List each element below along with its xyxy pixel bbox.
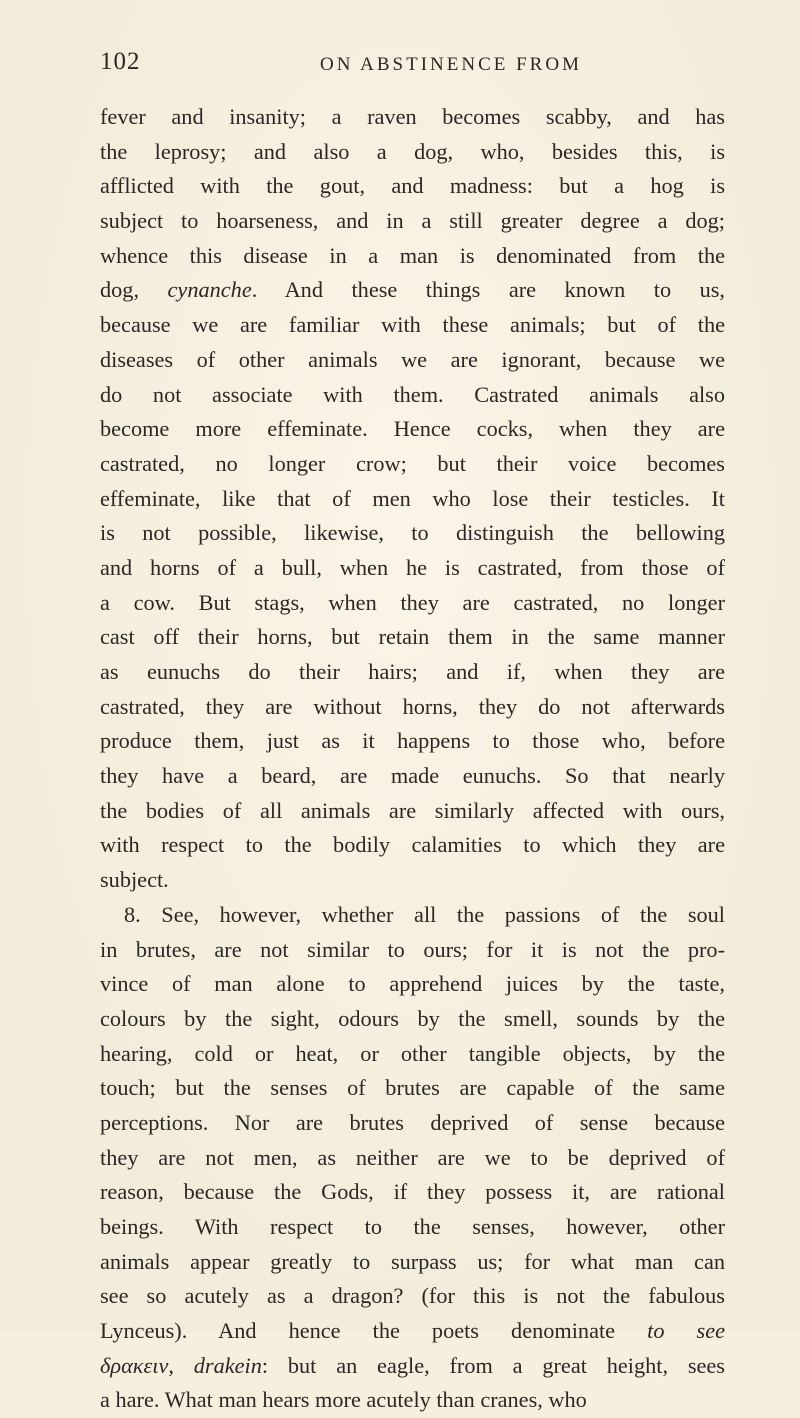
italic-term: to see bbox=[647, 1318, 725, 1344]
text-line: become more effeminate. Hence cocks, when they are bbox=[100, 416, 725, 442]
text-line: as eunuchs do their hairs; and if, when they are bbox=[100, 659, 725, 684]
text-line: subject. bbox=[100, 867, 169, 893]
page-number: 102 bbox=[100, 48, 141, 75]
text-line: produce them, just as it happens to those who, before bbox=[100, 728, 725, 754]
paragraph-start-line: 8. See, however, whether all the passions of the soul bbox=[124, 901, 725, 927]
text-line: they have a beard, are made eunuchs. So that nearly bbox=[100, 763, 725, 789]
text-line: see so acutely as a dragon? (for this is not the fabulous bbox=[100, 1283, 725, 1309]
italic-term: cynanche bbox=[167, 277, 252, 303]
greek-term: δρακειν bbox=[100, 1352, 169, 1378]
text-line: the bodies of all animals are similarly affected with ours, bbox=[100, 797, 725, 823]
text-line: colours by the sight, odours by the smell, sounds by the bbox=[100, 1005, 725, 1031]
text-line: afflicted with the gout, and madness: but a hog is bbox=[100, 173, 725, 199]
text-line: a hare. What man hears more acutely than cranes, who bbox=[100, 1387, 587, 1413]
text-line: reason, because the Gods, if they possess it, are rational bbox=[100, 1179, 725, 1205]
text-line: in brutes, are not similar to ours; for it is not the pro- bbox=[100, 936, 725, 962]
text-line: subject to hoarseness, and in a still greater degree a dog; bbox=[100, 208, 725, 234]
text-line: cast off their horns, but retain them in the same manner bbox=[100, 624, 725, 650]
text-line: castrated, they are without horns, they do not afterwards bbox=[100, 693, 725, 719]
text-line: they are not men, as neither are we to be deprived of bbox=[100, 1144, 725, 1170]
text-line: effeminate, like that of men who lose their testicles. It bbox=[100, 485, 725, 511]
text-line: vince of man alone to apprehend juices by the taste, bbox=[100, 971, 725, 997]
text-line: hearing, cold or heat, or other tangible objects, by the bbox=[100, 1040, 725, 1066]
text-line: diseases of other animals we are ignorant, because we bbox=[100, 346, 725, 372]
text-line: a cow. But stags, when they are castrated, no longer bbox=[100, 589, 725, 615]
text-line: dog, cynanche. And these things are known to us, bbox=[100, 277, 725, 303]
text-line: δρακειν, drakein: but an eagle, from a great height, sees bbox=[100, 1352, 725, 1378]
italic-term: drakein bbox=[193, 1352, 262, 1378]
text-line: beings. With respect to the senses, however, other bbox=[100, 1214, 725, 1239]
text-line: animals appear greatly to surpass us; for what man can bbox=[100, 1248, 725, 1274]
text-line: because we are familiar with these animals; but of the bbox=[100, 312, 725, 338]
text-line: and horns of a bull, when he is castrated, from those of bbox=[100, 554, 725, 580]
text-line: fever and insanity; a raven becomes scabby, and has bbox=[100, 104, 725, 129]
text-line: Lynceus). And hence the poets denominate to see bbox=[100, 1318, 725, 1344]
text-line: castrated, no longer crow; but their voice becomes bbox=[100, 450, 725, 476]
text-line: do not associate with them. Castrated animals also bbox=[100, 381, 725, 407]
text-line: whence this disease in a man is denominated from the bbox=[100, 242, 725, 268]
body-text bbox=[100, 100, 725, 1418]
page-header bbox=[100, 48, 720, 88]
text-line: perceptions. Nor are brutes deprived of sense because bbox=[100, 1109, 725, 1135]
text-line: is not possible, likewise, to distinguish the bellowing bbox=[100, 520, 725, 546]
text-line: with respect to the bodily calamities to which they are bbox=[100, 832, 725, 858]
text-line: touch; but the senses of brutes are capable of the same bbox=[100, 1075, 725, 1101]
running-head: ON ABSTINENCE FROM bbox=[320, 54, 582, 75]
text-line: the leprosy; and also a dog, who, besides this, is bbox=[100, 138, 725, 164]
